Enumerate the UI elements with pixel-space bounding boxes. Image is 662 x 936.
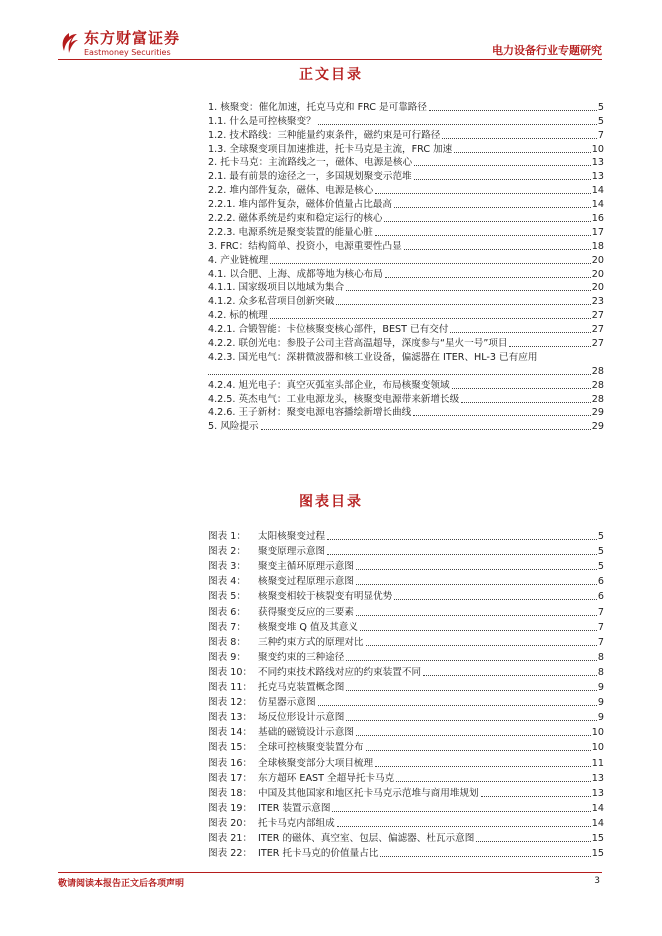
dot-leader xyxy=(394,207,591,208)
dot-leader xyxy=(318,705,597,706)
figure-entry-title: 核聚变相较于核裂变有明显优势 xyxy=(258,591,393,603)
figure-entry-title: 核聚变堆 Q 值及其意义 xyxy=(258,621,358,633)
page-number: 3 xyxy=(594,876,600,886)
toc-entry[interactable] xyxy=(208,225,604,239)
toc-entry[interactable] xyxy=(208,211,604,225)
dot-leader xyxy=(356,615,597,616)
figure-entry-title: ITER 的磁体、真空室、包层、偏滤器、杜瓦示意图 xyxy=(258,832,475,844)
toc-entry-page: 28 xyxy=(591,365,604,377)
figure-entry[interactable] xyxy=(208,800,604,815)
footer-divider xyxy=(58,872,602,873)
figure-entry-label: 图表 3： xyxy=(208,561,246,573)
dot-leader xyxy=(429,110,597,111)
toc-entry-title: 4.2.2. 联创光电：参股子公司主营高温超导，深度参与“星火一号”项目 xyxy=(208,338,508,350)
figure-entry-title: 仿星器示意图 xyxy=(258,697,316,709)
dot-leader xyxy=(450,332,590,333)
header-divider xyxy=(58,59,602,60)
toc-entry-page: 29 xyxy=(591,407,604,419)
figure-entry-title: 东方超环 EAST 全超导托卡马克 xyxy=(258,772,395,784)
figure-entry-label: 图表 15： xyxy=(208,742,253,754)
figure-entry-title: 核聚变过程原理示意图 xyxy=(258,576,354,588)
figure-entry-page: 13 xyxy=(591,772,604,784)
figure-entry-page: 14 xyxy=(591,802,604,814)
toc-entry-title: 4.2.5. 英杰电气：工业电源龙头，核聚变电源带来新增长级 xyxy=(208,393,460,405)
figure-entry-title: 全球可控核聚变装置分布 xyxy=(258,742,364,754)
toc-entry-page: 28 xyxy=(591,379,604,391)
dot-leader xyxy=(413,415,591,416)
toc-entry-title: 4.1. 以合肥、上海、成都等地为核心布局 xyxy=(208,268,383,280)
eastmoney-logo-icon xyxy=(58,31,80,55)
figure-entry-label: 图表 4： xyxy=(208,576,246,588)
dot-leader xyxy=(366,645,597,646)
toc-entry-title: 4.2.1. 合锻智能：卡位核聚变核心部件，BEST 已有交付 xyxy=(208,324,449,336)
figure-list xyxy=(208,528,604,860)
toc-entry-title: 3. FRC：结构简单、投资小，电源重要性凸显 xyxy=(208,240,402,252)
disclaimer-note: 敬请阅读本报告正文后各项声明 xyxy=(58,879,185,889)
dot-leader xyxy=(360,630,597,631)
dot-leader xyxy=(336,304,590,305)
toc-entry-title: 5. 风险提示 xyxy=(208,421,259,433)
figure-entry-page: 7 xyxy=(597,636,604,648)
figure-entry-title: 托卡马克内部组成 xyxy=(258,817,335,829)
toc-entry-page: 7 xyxy=(597,129,604,141)
dot-leader xyxy=(375,766,591,767)
figure-entry-label: 图表 9： xyxy=(208,651,246,663)
toc-entry-page: 10 xyxy=(591,143,604,155)
dot-leader xyxy=(380,856,590,857)
figure-entry[interactable] xyxy=(208,739,604,754)
toc-entry[interactable] xyxy=(208,406,604,420)
figure-entry-page: 9 xyxy=(597,697,604,709)
dot-leader xyxy=(270,263,591,264)
dot-leader xyxy=(346,290,591,291)
figure-entry-page: 7 xyxy=(597,606,604,618)
figure-entry[interactable] xyxy=(208,649,604,664)
figure-entry-page: 9 xyxy=(597,712,604,724)
figure-entry[interactable] xyxy=(208,709,604,724)
dot-leader xyxy=(481,796,591,797)
figure-entry[interactable] xyxy=(208,573,604,588)
dot-leader xyxy=(396,781,591,782)
figure-entry-label: 图表 21： xyxy=(208,832,253,844)
dot-leader xyxy=(454,152,591,153)
figure-entry-page: 11 xyxy=(591,757,604,769)
figure-entry-label: 图表 13： xyxy=(208,712,253,724)
toc-entry-title: 1.1. 什么是可控核聚变？ xyxy=(208,115,316,127)
toc-entry[interactable] xyxy=(208,322,604,336)
toc-entry-page: 13 xyxy=(591,171,604,183)
logo-text-cn: 东方财富证券 xyxy=(84,29,181,47)
figure-entry-label: 图表 20： xyxy=(208,817,253,829)
toc-entry-page: 27 xyxy=(591,338,604,350)
figure-entry-label: 图表 5： xyxy=(208,591,246,603)
toc-entry-page: 5 xyxy=(597,115,604,127)
toc-entry[interactable] xyxy=(208,267,604,281)
dot-leader xyxy=(346,690,597,691)
figure-entry-page: 5 xyxy=(597,531,604,543)
figure-entry[interactable] xyxy=(208,634,604,649)
figure-entry-title: 托克马克装置概念图 xyxy=(258,682,345,694)
figure-entry[interactable] xyxy=(208,588,604,603)
toc-entry-page: 14 xyxy=(591,185,604,197)
toc-entry[interactable] xyxy=(208,100,604,114)
figure-entry[interactable] xyxy=(208,528,604,543)
figure-entry-label: 图表 8： xyxy=(208,636,246,648)
dot-leader xyxy=(509,346,590,347)
toc-entry[interactable] xyxy=(208,183,604,197)
dot-leader xyxy=(337,826,591,827)
figure-entry[interactable] xyxy=(208,815,604,830)
table-of-contents xyxy=(208,100,604,433)
toc-entry-page: 28 xyxy=(591,393,604,405)
toc-entry[interactable] xyxy=(208,239,604,253)
dot-leader xyxy=(423,675,597,676)
figure-entry-title: 场反位形设计示意图 xyxy=(258,712,345,724)
dot-leader xyxy=(375,193,591,194)
figure-entry-title: 不同约束技术路线对应的约束装置不同 xyxy=(258,666,422,678)
figure-entry[interactable] xyxy=(208,543,604,558)
figure-entry[interactable] xyxy=(208,603,604,618)
figure-entry-label: 图表 6： xyxy=(208,606,246,618)
figure-entry-title: 获得聚变反应的三要素 xyxy=(258,606,354,618)
figure-entry-label: 图表 2： xyxy=(208,546,246,558)
figure-entry-label: 图表 14： xyxy=(208,727,253,739)
toc-entry-title: 4.2.3. 国光电气：深耕微波器和核工业设备，偏滤器在 ITER、HL-3 已有应用 xyxy=(208,351,538,363)
figure-entry[interactable] xyxy=(208,694,604,709)
figure-entry[interactable] xyxy=(208,754,604,769)
figure-entry[interactable] xyxy=(208,724,604,739)
toc-entry-page: 29 xyxy=(591,421,604,433)
figure-entry-page: 5 xyxy=(597,561,604,573)
dot-leader xyxy=(394,599,597,600)
toc-entry[interactable] xyxy=(208,350,604,364)
toc-entry[interactable] xyxy=(208,253,604,267)
figure-entry-page: 14 xyxy=(591,817,604,829)
dot-leader xyxy=(208,374,591,375)
figure-entry-label: 图表 1： xyxy=(208,531,246,543)
toc-entry-page: 23 xyxy=(591,296,604,308)
toc-entry-title: 2.2. 堆内部件复杂，磁体、电源是核心 xyxy=(208,185,374,197)
toc-entry[interactable] xyxy=(208,197,604,211)
toc-entry[interactable] xyxy=(208,156,604,170)
toc-entry-page: 20 xyxy=(591,282,604,294)
dot-leader xyxy=(366,750,591,751)
toc-entry[interactable] xyxy=(208,281,604,295)
figure-entry[interactable] xyxy=(208,679,604,694)
toc-entry-title: 4.2. 标的梳理 xyxy=(208,310,268,322)
figure-entry-page: 6 xyxy=(597,591,604,603)
toc-entry-page: 14 xyxy=(591,199,604,211)
toc-entry-title: 2.2.1. 堆内部件复杂，磁体价值量占比最高 xyxy=(208,199,393,211)
figure-entry-label: 图表 12： xyxy=(208,697,253,709)
toc-entry-page: 27 xyxy=(591,310,604,322)
dot-leader xyxy=(356,584,597,585)
toc-entry-title: 2. 托卡马克：主流路线之一，磁体、电源是核心 xyxy=(208,157,413,169)
figure-entry[interactable] xyxy=(208,619,604,634)
toc-entry-title: 2.1. 最有前景的途径之一，多国规划聚变示范堆 xyxy=(208,171,412,183)
dot-leader xyxy=(375,235,591,236)
figure-entry[interactable] xyxy=(208,830,604,845)
logo xyxy=(58,30,180,58)
dot-leader xyxy=(442,138,596,139)
toc-entry-title: 1.3. 全球聚变项目加速推进，托卡马克是主流，FRC 加速 xyxy=(208,143,453,155)
figure-entry-label: 图表 7： xyxy=(208,621,246,633)
toc-entry-page: 16 xyxy=(591,213,604,225)
figure-entry-page: 8 xyxy=(597,666,604,678)
dot-leader xyxy=(270,318,591,319)
toc-entry-page: 20 xyxy=(591,268,604,280)
figure-entry[interactable] xyxy=(208,785,604,800)
toc-entry[interactable] xyxy=(208,169,604,183)
toc-entry[interactable] xyxy=(208,114,604,128)
dot-leader xyxy=(414,165,591,166)
figure-entry-label: 图表 10： xyxy=(208,666,253,678)
figure-entry-title: 太阳核聚变过程 xyxy=(258,531,326,543)
dot-leader xyxy=(404,249,591,250)
figure-entry-title: 中国及其他国家和地区托卡马克示范堆与商用堆规划 xyxy=(258,787,479,799)
dot-leader xyxy=(261,429,591,430)
figure-entry-page: 7 xyxy=(597,621,604,633)
figure-entry-page: 15 xyxy=(591,832,604,844)
toc-entry[interactable] xyxy=(208,142,604,156)
dot-leader xyxy=(356,569,597,570)
toc-entry-title: 1.2. 技术路线：三种能量约束条件，磁约束是可行路径 xyxy=(208,129,441,141)
dot-leader xyxy=(327,539,597,540)
figure-entry-title: 聚变原理示意图 xyxy=(258,546,326,558)
figure-entry[interactable] xyxy=(208,770,604,785)
toc-entry[interactable] xyxy=(208,336,604,350)
toc-entry-title: 4. 产业链梳理 xyxy=(208,254,269,266)
figure-entry-title: ITER 装置示意图 xyxy=(258,802,331,814)
figure-entry-label: 图表 22： xyxy=(208,848,253,860)
toc-entry[interactable] xyxy=(208,392,604,406)
toc-entry[interactable] xyxy=(208,378,604,392)
dot-leader xyxy=(356,735,591,736)
toc-entry-continuation xyxy=(208,364,604,378)
figure-list-title: 图表目录 xyxy=(299,494,363,510)
toc-entry[interactable] xyxy=(208,294,604,308)
toc-entry-title: 4.2.4. 旭光电子：真空灭弧室头部企业，布局核聚变领域 xyxy=(208,379,450,391)
toc-entry[interactable] xyxy=(208,308,604,322)
toc-entry[interactable] xyxy=(208,419,604,433)
figure-entry-page: 10 xyxy=(591,742,604,754)
dot-leader xyxy=(332,811,590,812)
figure-entry-label: 图表 17： xyxy=(208,772,253,784)
toc-entry-title: 1. 核聚变：催化加速，托克马克和 FRC 是可靠路径 xyxy=(208,101,427,113)
toc-entry[interactable] xyxy=(208,128,604,142)
dot-leader xyxy=(476,841,590,842)
figure-entry-title: 聚变主循环原理示意图 xyxy=(258,561,354,573)
toc-entry-page: 5 xyxy=(597,101,604,113)
toc-entry-page: 27 xyxy=(591,324,604,336)
toc-entry-title: 4.2.6. 王子新材：聚变电源电容播绘新增长曲线 xyxy=(208,407,412,419)
figure-entry-page: 9 xyxy=(597,682,604,694)
toc-entry-title: 4.1.2. 众多私营项目创新突破 xyxy=(208,296,335,308)
figure-entry-title: ITER 托卡马克的价值量占比 xyxy=(258,848,379,860)
logo-text-en: Eastmoney Securities xyxy=(84,48,171,57)
dot-leader xyxy=(461,402,591,403)
dot-leader xyxy=(452,388,591,389)
toc-entry-title: 2.2.3. 电源系统是聚变装置的能量心脏 xyxy=(208,226,373,238)
toc-title: 正文目录 xyxy=(299,67,363,83)
dot-leader xyxy=(414,179,591,180)
figure-entry-page: 6 xyxy=(597,576,604,588)
dot-leader xyxy=(318,124,597,125)
dot-leader xyxy=(327,554,597,555)
dot-leader xyxy=(346,720,597,721)
figure-entry-page: 10 xyxy=(591,727,604,739)
figure-entry[interactable] xyxy=(208,558,604,573)
dot-leader xyxy=(384,221,590,222)
dot-leader xyxy=(346,660,597,661)
figure-entry-title: 聚变约束的三种途径 xyxy=(258,651,345,663)
figure-entry-title: 全球核聚变部分大项目梳理 xyxy=(258,757,374,769)
toc-entry-page: 17 xyxy=(591,226,604,238)
report-type: 电力设备行业专题研究 xyxy=(492,44,602,57)
figure-entry-page: 15 xyxy=(591,848,604,860)
toc-entry-page: 20 xyxy=(591,254,604,266)
figure-entry-label: 图表 16： xyxy=(208,757,253,769)
toc-entry-page: 18 xyxy=(591,240,604,252)
figure-entry-title: 基础的磁镜设计示意图 xyxy=(258,727,354,739)
toc-entry-page: 13 xyxy=(591,157,604,169)
figure-entry[interactable] xyxy=(208,664,604,679)
dot-leader xyxy=(385,277,591,278)
figure-entry-label: 图表 11： xyxy=(208,682,253,694)
figure-entry-label: 图表 19： xyxy=(208,802,253,814)
figure-entry-page: 5 xyxy=(597,546,604,558)
figure-entry-title: 三种约束方式的原理对比 xyxy=(258,636,364,648)
figure-entry-label: 图表 18： xyxy=(208,787,253,799)
toc-entry-title: 4.1.1. 国家级项目以地域为集合 xyxy=(208,282,345,294)
figure-entry-page: 8 xyxy=(597,651,604,663)
figure-entry[interactable] xyxy=(208,845,604,860)
toc-entry-title: 2.2.2. 磁体系统是约束和稳定运行的核心 xyxy=(208,213,383,225)
figure-entry-page: 13 xyxy=(591,787,604,799)
